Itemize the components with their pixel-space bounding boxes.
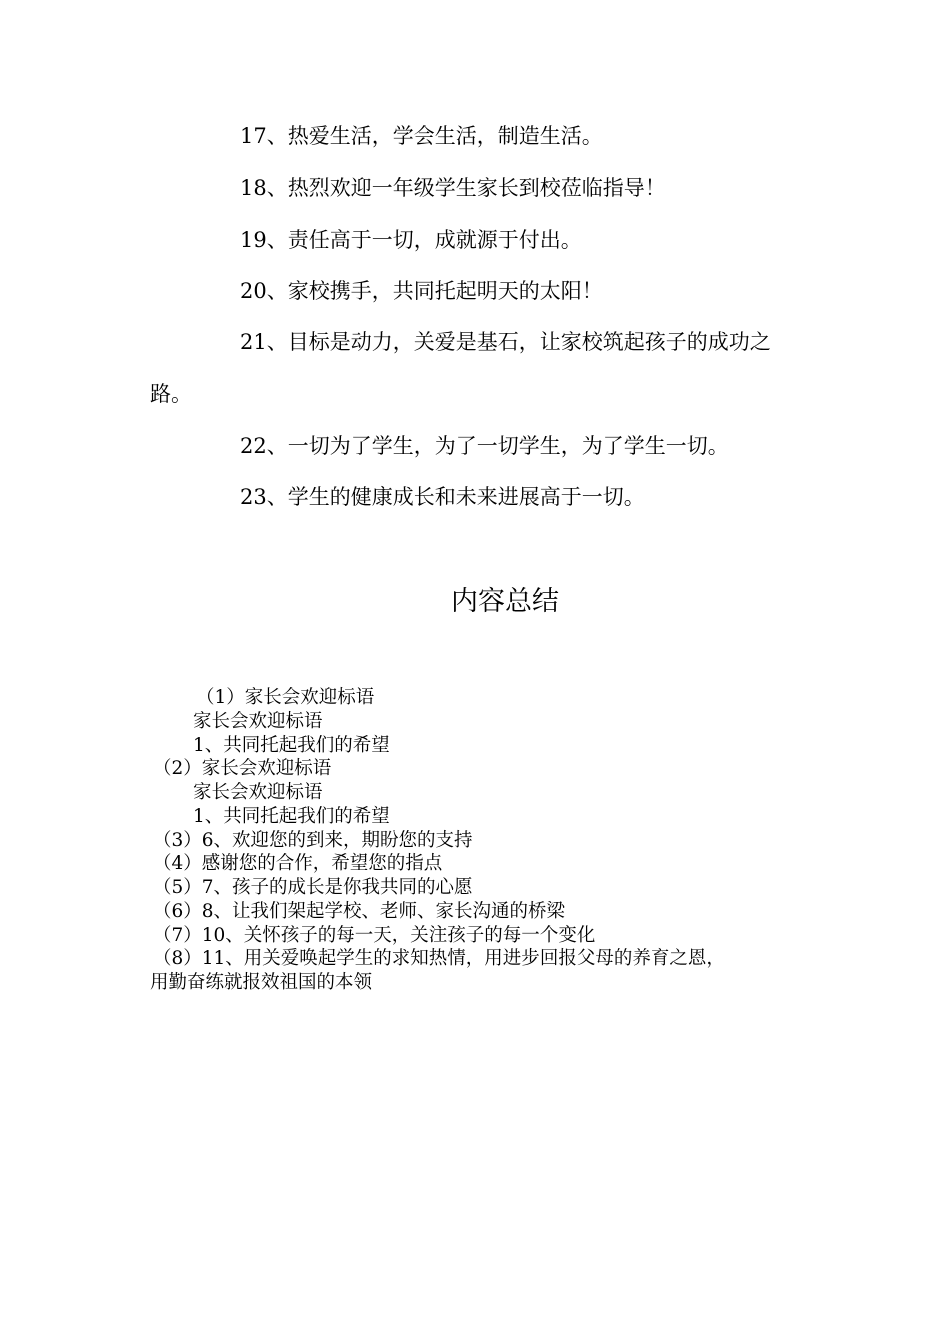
summary-line: （6）8、让我们架起学校、老师、家长沟通的桥梁 [153,901,566,922]
summary-line: （1）家长会欢迎标语 [196,687,375,708]
slogan-text: 23、学生的健康成长和未来进展高于一切。 [240,485,645,509]
summary-line: 1、共同托起我们的希望 [193,806,390,827]
slogan-text: 18、热烈欢迎一年级学生家长到校莅临指导！ [240,176,666,200]
slogan-text: 21、目标是动力，关爱是基石，让家校筑起孩子的成功之 [240,330,771,354]
slogan-text: 20、家校携手，共同托起明天的太阳！ [240,279,603,303]
summary-line: （8）11、用关爱唤起学生的求知热情，用进步回报父母的养育之恩， [153,948,725,969]
summary-heading [0,588,950,615]
summary-line: （7）10、关怀孩子的每一天，关注孩子的每一个变化 [153,925,596,946]
slogan-text: 17、热爱生活，学会生活，制造生活。 [240,124,603,148]
summary-line: 家长会欢迎标语 [193,782,323,803]
summary-line: 家长会欢迎标语 [193,711,323,732]
slogan-continuation-text: 路。 [150,382,192,406]
summary-line: （4）感谢您的合作，希望您的指点 [153,853,443,874]
summary-line: （3）6、欢迎您的到来，期盼您的支持 [153,830,473,851]
summary-heading-text: 内容总结 [451,586,559,617]
summary-line: （2）家长会欢迎标语 [153,758,332,779]
slogan-text: 22、一切为了学生，为了一切学生，为了学生一切。 [240,434,729,458]
summary-line: 用勤奋练就报效祖国的本领 [150,972,373,993]
summary-line: （5）7、孩子的成长是你我共同的心愿 [153,877,473,898]
slogan-text: 19、责任高于一切，成就源于付出。 [240,228,582,252]
summary-line: 1、共同托起我们的希望 [193,735,390,756]
